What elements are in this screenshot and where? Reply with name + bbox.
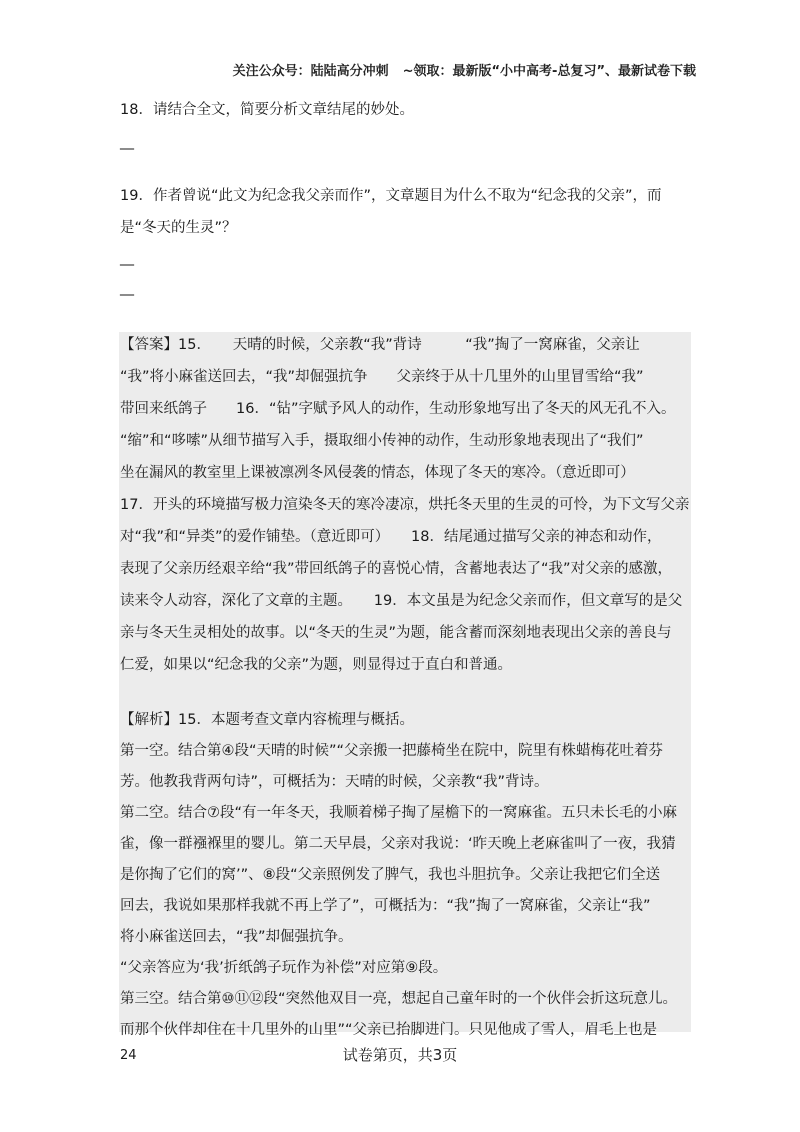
analysis-line: 而那个伙伴却住在十几里外的山里”“父亲已抬脚进门。只见他成了雪人，眉毛上也是 (120, 1022, 658, 1038)
page-number: 24 (120, 1048, 137, 1063)
answer-line: 表现了父亲历经艰辛给“我”带回纸鸽子的喜悦心情，含蓄地表达了“我”对父亲的感激， (120, 561, 673, 577)
analysis-line: 第一空。结合第④段“天晴的时候”“父亲搬一把藤椅坐在院中，院里有株蜡梅花吐着芬 (120, 743, 664, 759)
analysis-line: 芳。他教我背两句诗”，可概括为：天晴的时候，父亲教“我”背诗。 (120, 774, 549, 790)
answer-blank: __ (120, 134, 134, 150)
answer-line: 对“我”和“异类”的爱作铺垫。（意近即可） 18．结尾通过描写父亲的神态和动作， (120, 529, 662, 545)
analysis-line: 将小麻雀送回去，“我”却倔强抗争。 (120, 929, 353, 945)
analysis-line: 第三空。结合第⑩⑪⑫段“突然他双目一亮，想起自己童年时的一个伙伴会折这玩意儿。 (120, 991, 678, 1007)
answer-line: “缩”和“哆嗦”从细节描写入手，摄取细小传神的动作，生动形象地表现出了“我们” (120, 433, 644, 449)
answer-blank: __ (120, 250, 134, 266)
analysis-line: 第二空。结合⑦段“有一年冬天，我顺着梯子掏了屋檐下的一窝麻雀。五只未长毛的小麻 (120, 805, 678, 821)
answer-blank: __ (120, 280, 134, 296)
answer-line: 仁爱，如果以“纪念我的父亲”为题，则显得过于直白和普通。 (120, 657, 513, 673)
answer-line: 读来令人动容，深化了文章的主题。 19．本文虽是为纪念父亲而作，但文章写的是父 (120, 593, 683, 609)
answer-line: 17．开头的环境描写极力渲染冬天的寒冷凄凉，烘托冬天里的生灵的可怜，为下文写父亲 (120, 497, 690, 513)
header-left: 关注公众号：陆陆高分冲刺 (232, 64, 389, 79)
page-footer-label: 试卷第页，共3页 (342, 1046, 458, 1064)
answer-line: “我”将小麻雀送回去，“我”却倔强抗争 父亲终于从十几里外的山里冒雪给“我” (120, 369, 644, 385)
question-18: 18．请结合全文，简要分析文章结尾的妙处。 (120, 102, 414, 118)
question-19: 19．作者曾说“此文为纪念我父亲而作”，文章题目为什么不取为“纪念我的父亲”，而是“冬天的生灵”？ (120, 188, 662, 236)
answer-line: 【答案】15． 天晴的时候，父亲教“我”背诗 “我”掏了一窝麻雀，父亲让 (120, 337, 640, 353)
answer-line: 坐在漏风的教室里上课被凛冽冬风侵袭的情态，体现了冬天的寒冷。（意近即可） (120, 465, 635, 481)
answer-line: 亲与冬天生灵相处的故事。以“冬天的生灵”为题，能含蓄而深刻地表现出父亲的善良与 (120, 625, 672, 641)
answer-line: 带回来纸鸽子 16．“钻”字赋予风人的动作，生动形象地写出了冬天的风无孔不入。 (120, 401, 676, 417)
page-header (233, 60, 696, 79)
analysis-line: 【解析】15．本题考查文章内容梳理与概括。 (120, 712, 414, 728)
analysis-line: 雀，像一群襁褓里的婴儿。第二天早晨，父亲对我说：‘昨天晚上老麻雀叫了一夜，我猜 (120, 836, 676, 852)
header-right: ~领取：最新版“小中高考-总复习”、最新试卷下载 (402, 64, 696, 79)
analysis-line: “父亲答应为‘我’折纸鸽子玩作为补偿”对应第⑨段。 (120, 960, 448, 976)
analysis-line: 是你掏了它们的窝’”、⑧段“父亲照例发了脾气，我也斗胆抗争。父亲让我把它们全送 (120, 867, 661, 883)
analysis-line: 回去，我说如果那样我就不再上学了”，可概括为：“我”掏了一窝麻雀，父亲让“我” (120, 898, 651, 914)
